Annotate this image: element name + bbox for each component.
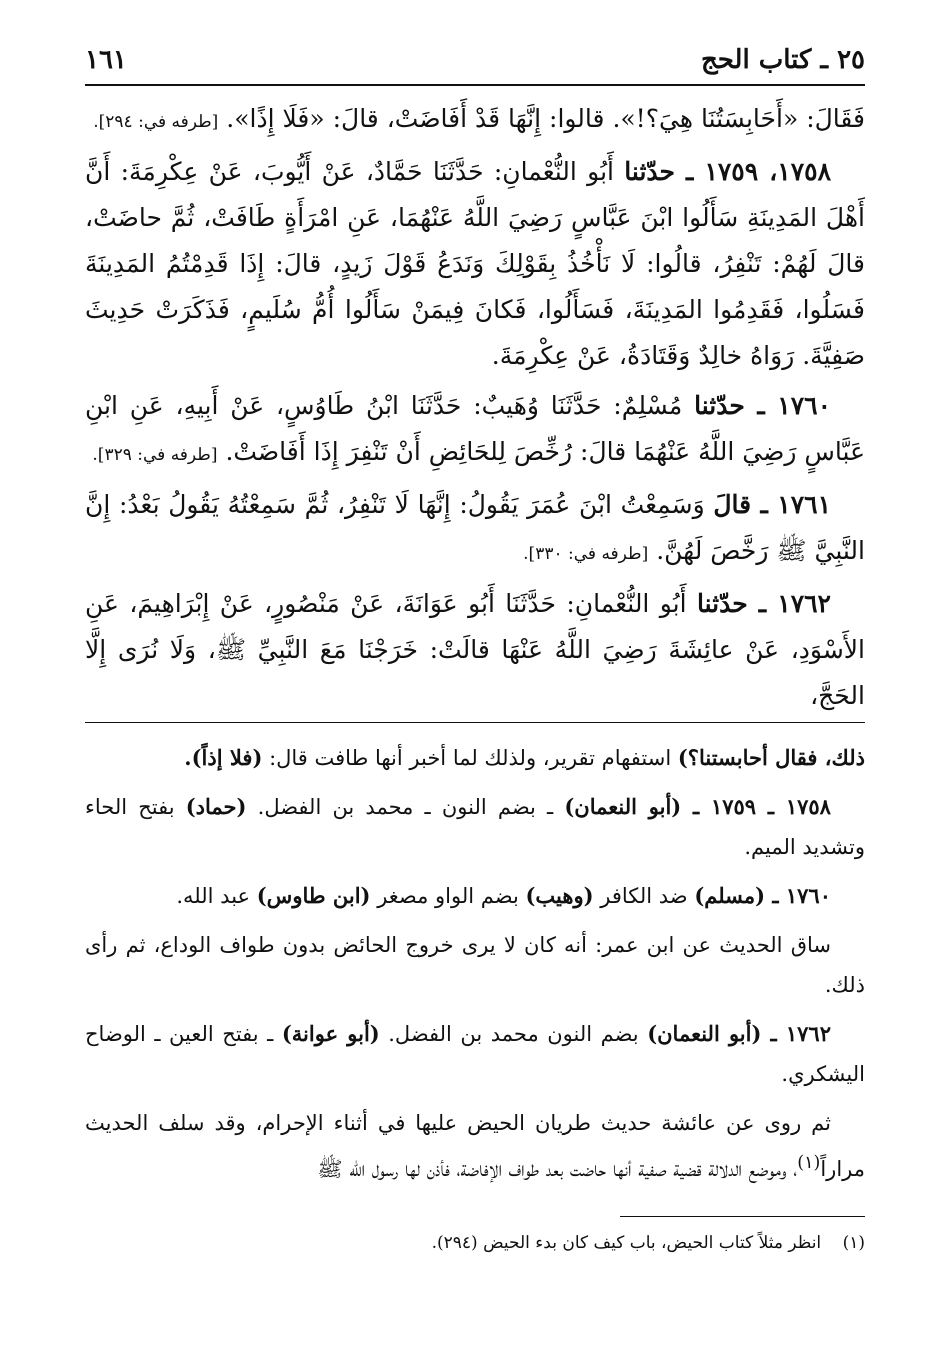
commentary-text: بضم الواو مصغر [377, 884, 519, 908]
hadith-number: ١٧٥٨، ١٧٥٩ ـ حدّثنا [624, 157, 831, 186]
commentary-paragraph [85, 1103, 865, 1189]
commentary-text: ضد الكافر [600, 884, 688, 908]
paragraph-text: أَبُو النُّعْمانِ: حَدَّثَنَا حَمَّادٌ، عَنْ أَيُّوبَ، عَنْ عِكْرِمَةَ: أَنَّ أَهْلَ المَدِينَةِ سَأَلُوا ابْنَ عَبَّاسٍ رَضِيَ اللَّهُ عَنْهُمَا، عَنِ امْرَأَةٍ طَافَتْ، ثُمَّ حاضَتْ، قالَ لَهُمْ: تَنْفِرُ، قالُوا: لَا نَأْخُذُ بِقَوْلِكَ وَنَدَعُ قَوْلَ زَيدٍ، قالَ: إِذَا قَدِمْتُمُ المَدِينَةَ فَسَلُوا، فَقَدِمُوا المَدِينَةَ، فَسَأَلُوا، فَكانَ فِيمَنْ سَأَلُوا أُمُّ سُلَيمٍ، فَذَكَرَتْ حَدِيثَ صَفِيَّةَ. رَوَاهُ خالِدٌ وَقَتَادَةُ، عَنْ عِكْرِمَةَ. [85, 157, 865, 370]
commentary-term: ١٧٦٠ ـ (مسلم) [694, 883, 831, 908]
commentary-text: ـ بفتح العين ـ الوضاح اليشكري. [85, 1022, 865, 1086]
commentary-term: (فلا إذاً). [184, 745, 263, 770]
cross-reference: [طرفه في: ٣٣٠]. [523, 544, 649, 564]
footnote-number: (١) [842, 1233, 865, 1253]
commentary-text: بفتح الحاء وتشديد الميم. [85, 795, 865, 859]
hadith-paragraph [85, 96, 865, 145]
cross-reference: [طرفه في: ٣٢٩]. [92, 445, 218, 465]
hadith-1758-1759 [85, 149, 865, 379]
hadith-text [85, 96, 865, 723]
commentary-text: بضم النون محمد بن الفضل. [388, 1022, 639, 1046]
commentary-term: (أبو عوانة) [281, 1021, 380, 1046]
hadith-number: ١٧٦٠ ـ حدّثنا [694, 391, 831, 420]
commentary-divider [85, 722, 865, 723]
commentary-text: ، وموضع الدلالة قضية صفية أنها حاضت بعد طواف الإفاضة، فأذن لها رسول الله ﷺ [317, 1157, 798, 1181]
commentary-text: ثم روى عن عائشة حديث طريان الحيض عليها في أثناء الإحرام، وقد سلف الحديث مراراً [85, 1111, 865, 1181]
commentary-text: ـ بضم النون ـ محمد بن الفضل. [257, 795, 554, 819]
commentary-term: (ابن طاوس) [256, 883, 371, 908]
chapter-title: ٢٥ ـ كتاب الحج [700, 45, 865, 75]
commentary-paragraph [85, 1014, 865, 1094]
commentary-paragraph [85, 787, 865, 867]
paragraph-text: أَبُو النُّعْمانِ: حَدَّثَنَا أَبُو عَوَانَةَ، عَنْ مَنْصُورٍ، عَنْ إِبْرَاهِيمَ، عَنِ الأَسْوَدِ، عَنْ عائِشَةَ رَضِيَ اللَّهُ عَنْهَا قالَتْ: خَرَجْنَا مَعَ النَّبِيِّ ﷺ، وَلَا نُرَى إِلَّا الحَجَّ، [85, 589, 865, 710]
hadith-number: ١٧٦١ ـ قالَ [713, 490, 831, 519]
page-number: ١٦١ [85, 45, 127, 75]
hadith-1762 [85, 581, 865, 719]
paragraph-text: فَقَالَ: «أَحَابِسَتُنَا هِيَ؟!». قالوا: إِنَّهَا قَدْ أَفَاضَتْ، قالَ: «فَلَا إِذًا». [226, 104, 865, 133]
hadith-number: ١٧٦٢ ـ حدّثنا [696, 589, 831, 618]
footnote-marker: (١) [797, 1153, 821, 1173]
commentary-section [85, 738, 865, 1198]
hadith-1760 [85, 383, 865, 478]
commentary-term: (وهيب) [525, 883, 594, 908]
commentary-term: ذلك، فقال أحابستنا؟) [677, 745, 865, 770]
commentary-paragraph [85, 925, 865, 1005]
commentary-text: ساق الحديث عن ابن عمر: أنه كان لا يرى خروج الحائض بدون طواف الوداع، ثم رأى ذلك. [85, 933, 865, 997]
cross-reference: [طرفه في: ٢٩٤]. [93, 112, 219, 132]
commentary-text: عبد الله. [176, 884, 251, 908]
footnote-text: انظر مثلاً كتاب الحيض، باب كيف كان بدء الحيض (٢٩٤). [431, 1233, 822, 1253]
commentary-paragraph [85, 738, 865, 778]
commentary-text: استفهام تقرير، ولذلك لما أخبر أنها طافت قال: [269, 746, 672, 770]
header-rule [85, 84, 865, 86]
commentary-term: ١٧٦٢ ـ (أبو النعمان) [647, 1021, 831, 1046]
paragraph-text: مُسْلِمٌ: حَدَّثَنَا وُهَيبٌ: حَدَّثَنَا ابْنُ طَاوُسٍ، عَنْ أَبِيهِ، عَنِ ابْنِ عَبَّاسٍ رَضِيَ اللَّهُ عَنْهُمَا قالَ: رُخِّصَ لِلحَائِضِ أَنْ تَنْفِرَ إِذَا أَفَاضَتْ. [85, 391, 865, 466]
footnote [85, 1228, 865, 1258]
paragraph-text: وَسَمِعْتُ ابْنَ عُمَرَ يَقُولُ: إِنَّهَا لَا تَنْفِرُ، ثُمَّ سَمِعْتُهُ يَقُولُ بَعْدُ: إِنَّ النَّبِيَّ ﷺ رَخَّصَ لَهُنَّ. [85, 490, 865, 565]
running-header [85, 40, 865, 80]
footnote-rule [620, 1216, 865, 1217]
commentary-term: ١٧٥٨ ـ ١٧٥٩ ـ (أبو النعمان) [564, 794, 831, 819]
commentary-paragraph [85, 876, 865, 916]
hadith-1761 [85, 482, 865, 577]
commentary-term: (حماد) [185, 794, 247, 819]
